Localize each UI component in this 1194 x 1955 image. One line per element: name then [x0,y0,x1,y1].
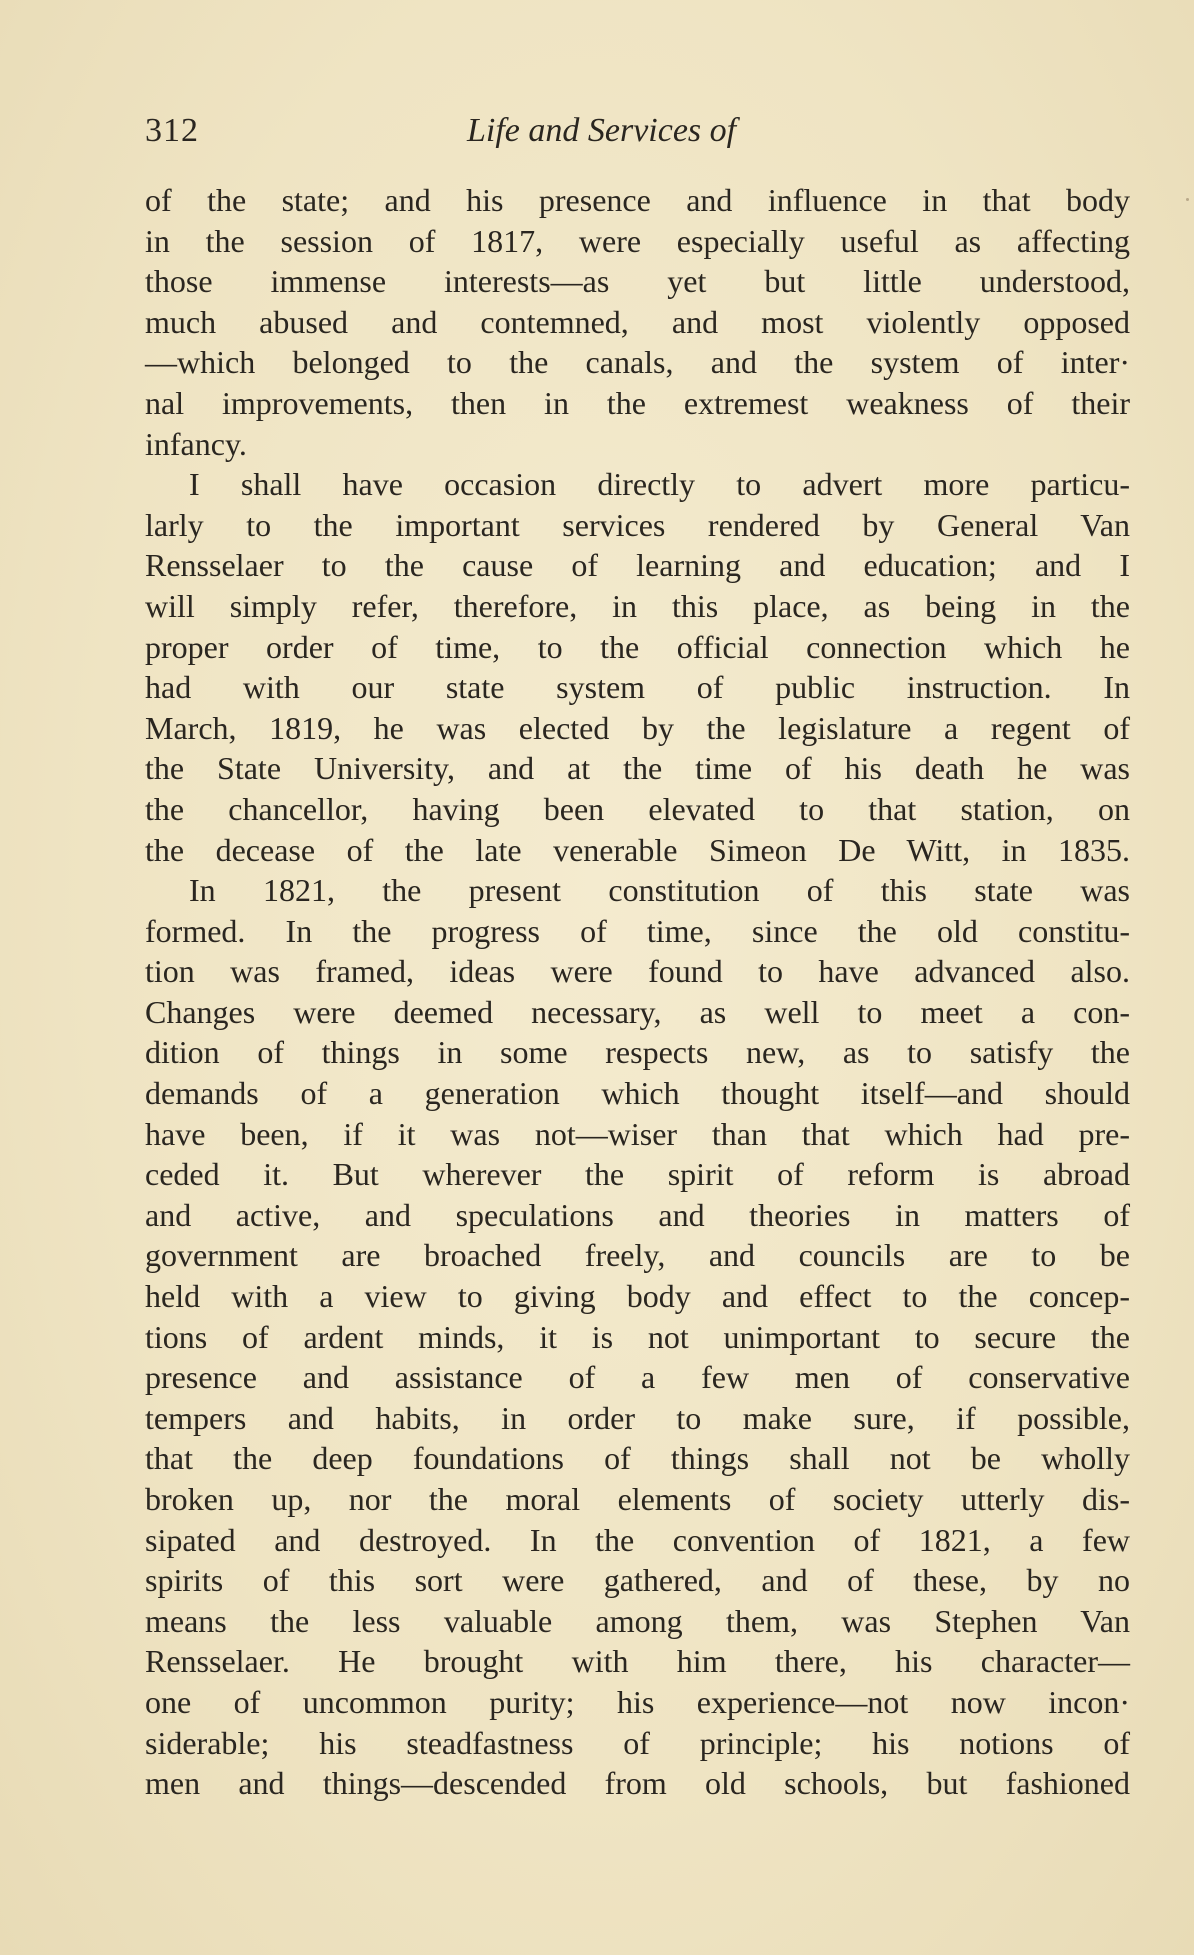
text-line: nal improvements, then in the extremest weakness of their [145,384,1130,421]
text-line: Rensselaer. He brought with him there, his character— [145,1643,1130,1680]
text-line: siderable; his steadfastness of principle; his notions of [145,1724,1130,1761]
text-line: one of uncommon purity; his experience—not now incon· [145,1683,1130,1720]
text-line: Changes were deemed necessary, as well to meet a con- [145,993,1130,1030]
text-line: the State University, and at the time of his death he was [145,750,1130,787]
text-line: larly to the important services rendered by General Van [145,506,1130,543]
text-line: held with a view to giving body and effect to the concep- [145,1278,1130,1315]
text-line: proper order of time, to the official connection which he [145,628,1130,665]
text-line: —which belonged to the canals, and the system of inter· [145,344,1130,381]
text-line: I shall have occasion directly to advert more particu- [189,466,1130,503]
text-line: In 1821, the present constitution of this state was [189,872,1130,909]
text-line: of the state; and his presence and influence in that body [145,182,1130,218]
text-line: March, 1819, he was elected by the legislature a regent of [145,709,1130,746]
text-line: government are broached freely, and councils are to be [145,1237,1130,1274]
text-line: had with our state system of public instruction. In [145,669,1130,706]
text-line: means the less valuable among them, was Stephen Van [145,1602,1130,1639]
text-line: in the session of 1817, were especially useful as affecting [145,222,1130,259]
text-line: demands of a generation which thought itself—and should [145,1075,1130,1112]
text-line: that the deep foundations of things shall not be wholly [145,1440,1130,1477]
text-line: presence and assistance of a few men of conservative [145,1359,1130,1396]
body-text [145,180,1130,1804]
text-line: dition of things in some respects new, as to satisfy the [145,1034,1130,1071]
text-line: infancy. [145,425,247,462]
text-line: Rensselaer to the cause of learning and education; and I [145,547,1130,584]
text-line: spirits of this sort were gathered, and of these, by no [145,1562,1130,1599]
text-line: much abused and contemned, and most violently opposed [145,303,1130,340]
text-line: those immense interests—as yet but little understood, [145,263,1130,300]
text-line: men and things—descended from old schools, but fashioned [145,1765,1130,1802]
text-line: tempers and habits, in order to make sure, if possible, [145,1399,1130,1436]
text-line: and active, and speculations and theories in matters of [145,1196,1130,1233]
text-line: the decease of the late venerable Simeon De Witt, in 1835. [145,831,1130,868]
text-line: tions of ardent minds, it is not unimportant to secure the [145,1318,1130,1355]
margin-speck [1186,198,1189,201]
text-line: tion was framed, ideas were found to have advanced also. [145,953,1130,990]
text-line: have been, if it was not—wiser than that which had pre- [145,1115,1130,1152]
text-line: broken up, nor the moral elements of society utterly dis- [145,1481,1130,1517]
text-line: formed. In the progress of time, since the old constitu- [145,912,1130,949]
running-head: Life and Services of [467,112,737,149]
text-line: the chancellor, having been elevated to that station, on [145,790,1130,827]
page-number: 312 [145,112,199,149]
text-line: ceded it. But wherever the spirit of reform is abroad [145,1156,1130,1193]
page-header [145,112,1125,162]
text-line: will simply refer, therefore, in this place, as being in the [145,587,1130,624]
text-line: sipated and destroyed. In the convention of 1821, a few [145,1521,1130,1558]
